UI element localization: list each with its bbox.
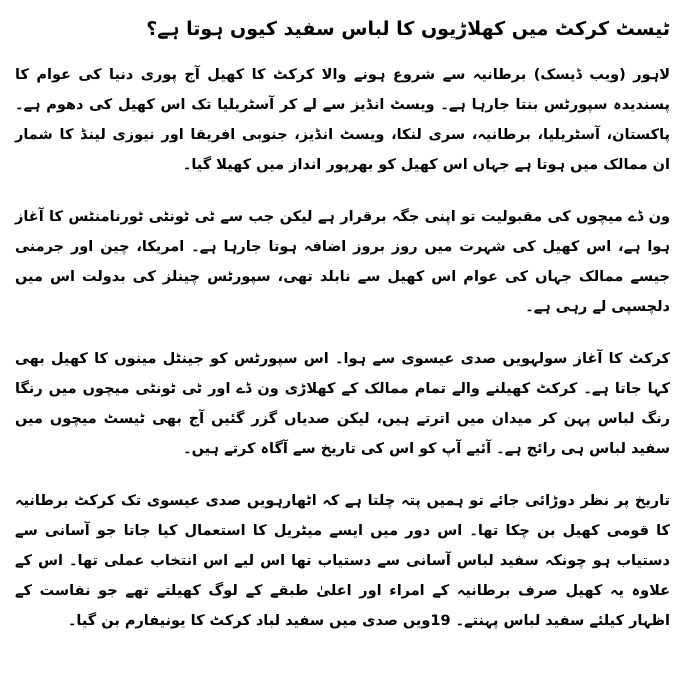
article-paragraph-4: تاریخ پر نظر دوڑائی جائے تو ہمیں پتہ چلتا ہے کہ اٹھارہویں صدی عیسوی تک کرکٹ برطانیہ کا قومی کھیل بن چکا تھا۔ اس دور میں ایسے میٹریل کا استعمال کیا جاتا جو آسانی سے دستیاب ہو چونکہ سفید لباس آسانی سے دستیاب تھا اس لیے اس انتخاب عملی تھا۔ اس کے علاوہ یہ کھیل صرف برطانیہ کے امراء اور اعلیٰ طبقے کے لوگ کھیلتے تھے جو نفاست کے اظہار کیلئے سفید لباس پہنتے۔ 19ویں صدی میں سفید لباد کرکٹ کا یونیفارم بن گیا۔ xyxy=(15,493,670,629)
article-paragraph-2: ون ڈے میچوں کی مقبولیت تو اپنی جگہ برقرار ہے لیکن جب سے ٹی ٹونٹی ٹورنامنٹس کا آغاز ہوا ہے، اس کھیل کی شہرت میں روز بروز اضافہ ہوتا جارہا ہے۔ امریکا، چین اور جرمنی جیسے ممالک جہاں کی عوام اس کھیل سے نابلد تھی، سپورٹس چینلز کی بدولت اس میں دلچسپی لے رہی ہے۔ xyxy=(15,209,670,315)
article-paragraph-3: کرکٹ کا آغاز سولہویں صدی عیسوی سے ہوا۔ اس سپورٹس کو جینٹل مینوں کا کھیل بھی کہا جاتا ہے۔ کرکٹ کھیلنے والے تمام ممالک کے کھلاڑی ون ڈے اور ٹی ٹونٹی میچوں میں رنگا رنگ لباس پہن کر میدان میں اترتے ہیں، لیکن صدیاں گزر گئیں آج بھی ٹیسٹ میچوں میں سفید لباس ہی رائج ہے۔ آئیے آپ کو اس کی تاریخ سے آگاہ کرتے ہیں۔ xyxy=(15,351,670,457)
article-title: ٹیسٹ کرکٹ میں کھلاڑیوں کا لباس سفید کیوں ہوتا ہے؟ xyxy=(146,18,670,40)
article xyxy=(15,0,670,636)
article-paragraph-1: لاہور (ویب ڈیسک) برطانیہ سے شروع ہونے والا کرکٹ کا کھیل آج پوری دنیا کی عوام کا پسندیدہ سپورٹس بنتا جارہا ہے۔ ویسٹ انڈیز سے لے کر آسٹریلیا تک اس کھیل کی دھوم ہے۔ پاکستان، آسٹریلیا، برطانیہ، سری لنکا، ویسٹ انڈیز، جنوبی افریقا اور نیوزی لینڈ کا شمار ان ممالک میں ہوتا ہے جہاں اس کھیل کو بھرپور انداز میں کھیلا گیا۔ xyxy=(15,67,670,173)
